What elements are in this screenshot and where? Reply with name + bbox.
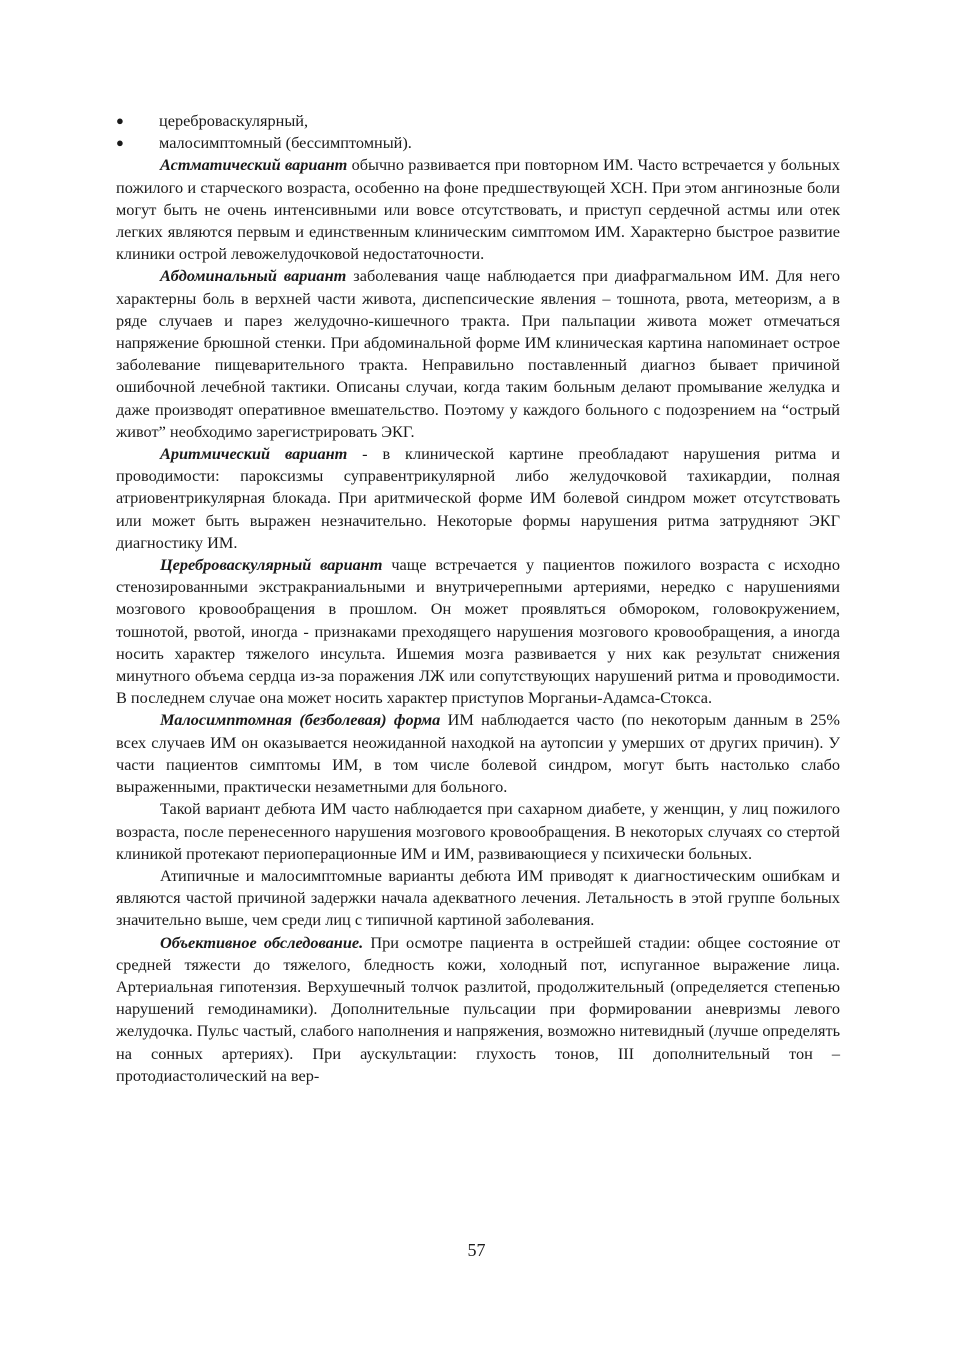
paragraph-examination (116, 932, 840, 1087)
term-heading: Малосимптомная (безболевая) форма (160, 710, 441, 730)
list-item-text: цереброваскулярный, (159, 111, 309, 130)
term-heading: Цереброваскулярный вариант (160, 555, 383, 575)
paragraph-cerebrovascular (116, 554, 840, 709)
variant-list (116, 110, 840, 154)
bullet-icon: ● (116, 113, 124, 128)
paragraph-asymptomatic (116, 709, 840, 798)
bullet-icon: ● (116, 135, 124, 151)
term-heading: Астматический вариант (160, 155, 348, 175)
paragraph-atypical (116, 865, 840, 932)
paragraph-text: - в клинической картине преобладают нарушения ритма и проводимости: пароксизмы суправентрикулярной либо желудочковой тахикардии, полная атриовентрикулярная блокада. При аритмической форме ИМ болевой синдром может отсутствовать или может быть выражен незначительно. Некоторые формы нарушения ритма затрудняют ЭКГ диагностику ИМ. (116, 444, 840, 552)
page-number: 57 (467, 1240, 486, 1260)
paragraph-text: обычно развивается при повторном ИМ. Часто встречается у больных пожилого и старческого возраста, особенно на фоне предшествующей ХСН. При этом ангинозные боли могут быть не очень интенсивными или вовсе отсутствовать, и приступ сердечной астмы или отек легких являются первым и единственным клиническим симптомом ИМ. Характерно быстрое развитие клиники острой левожелудочковой недостаточности. (116, 155, 840, 264)
list-item-text: малосимптомный (бессимптомный). (159, 133, 412, 153)
paragraph-debut (116, 798, 840, 865)
paragraph-asthmatic (116, 154, 840, 265)
term-heading: Абдоминальный вариант (160, 266, 347, 286)
paragraph-text: заболевания чаще наблюдается при диафрагмальном ИМ. Для него характерны боль в верхней части живота, диспепсические явления – тошнота, рвота, метеоризм, а в ряде случаев и парез желудочно-кишечного тракта. При пальпации живота может отмечаться напряжение брюшной стенки. При абдоминальной форме ИМ клиническая картина напоминает острое заболевание пищеварительного тракта. Неправильно поставленный диагноз бывает причиной ошибочной лечебной тактики. Описаны случаи, когда таким больным делают промывание желудка и даже производят оперативное вмешательство. Поэтому у каждого больного с подозрением на “острый живот” необходимо зарегистрировать ЭКГ. (116, 266, 840, 441)
page-content (116, 110, 840, 1087)
paragraph-text: Такой вариант дебюта ИМ часто наблюдается при сахарном диабете, у женщин, у лиц пожилого возраста, после перенесенного нарушения мозгового кровообращения. В некоторых случаях со стертой клиникой протекают периоперационные ИМ и ИМ, развивающиеся у психически больных. (116, 799, 840, 863)
list-item (116, 110, 840, 132)
paragraph-abdominal (116, 265, 840, 443)
paragraph-text: чаще встречается у пациентов пожилого возраста с исходно стенозированными экстракраниальными и внутричерепными артериями, нередко с нарушениями мозгового кровообращения в прошлом. Он может проявляться обмороком, головокружением, тошнотой, рвотой, иногда - признаками преходящего нарушения мозгового кровообращения, а иногда носить характер тяжелого инсульта. Ишемия мозга развивается у них как результат снижения минутного объема сердца из-за поражения ЛЖ или сопутствующих нарушений ритма и проводимости. В последнем случае она может носить характер приступов Морганьи-Адамса-Стокса. (116, 555, 840, 708)
term-heading: Аритмический вариант (160, 444, 348, 464)
term-heading: Объективное обследование. (160, 932, 364, 952)
paragraph-text: ИМ наблюдается часто (по некоторым данным в 25% всех случаев ИМ он оказывается неожиданной находкой на аутопсии у умерших от других причин). У части пациентов симптомы ИМ, в том числе болевой синдром, могут быть настолько слабо выраженными, практически незаметными для больного. (116, 710, 840, 797)
list-item (116, 132, 840, 154)
paragraph-text: Атипичные и малосимптомные варианты дебюта ИМ приводят к диагностическим ошибкам и являются частой причиной задержки начала адекватного лечения. Летальность в этой группе больных значительно выше, чем среди лиц с типичной картиной заболевания. (116, 865, 840, 930)
paragraph-text: При осмотре пациента в острейшей стадии: общее состояние от средней тяжести до тяжелого, бледность кожи, холодный пот, испуганное выражение лица. Артериальная гипотензия. Верхушечный толчок разлитой, продолжительный (определяется степенью нарушений гемодинамики). Дополнительные пульсации при формировании аневризмы левого желудочка. Пульс частый, слабого наполнения и напряжения, возможно нитевидный (лучше определять на сонных артериях). При аускультации: глухость тонов, III дополнительный тон –протодиастолический на вер- (116, 932, 840, 1085)
paragraph-arrhythmic (116, 443, 840, 554)
